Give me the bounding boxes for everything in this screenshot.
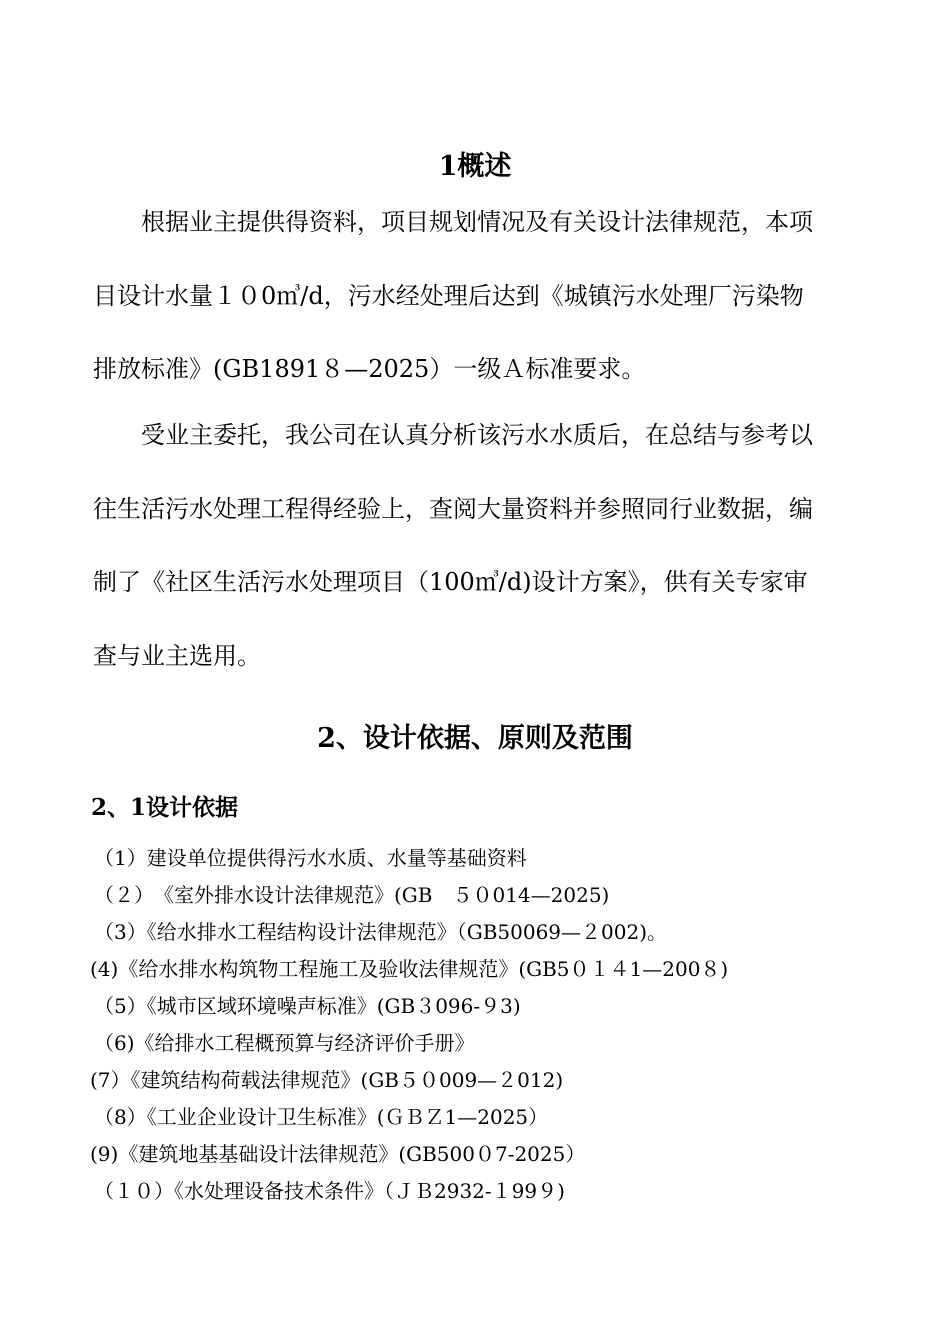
- reference-item-1: （1）建设单位提供得污水水质、水量等基础资料: [94, 846, 527, 870]
- reference-item-4: (4)《给水排水构筑物工程施工及验收法律规范》(GB5０１４1—200８): [90, 957, 729, 981]
- section-1-para-1-line-1: 根据业主提供得资料，项目规划情况及有关设计法律规范，本项: [141, 208, 813, 236]
- section-1-para-1-line-3: 排放标准》(GB1891８—2025）一级Ａ标准要求。: [93, 355, 646, 383]
- reference-item-9: (9)《建筑地基基础设计法律规范》(GB500０7-2025）: [90, 1142, 586, 1166]
- section-2-title: 2、设计依据、原则及范围: [317, 723, 633, 754]
- reference-item-8: （8）《工业企业设计卫生标准》(ＧＢＺ1—2025）: [94, 1105, 549, 1129]
- reference-item-3: （3）《给水排水工程结构设计法律规范》（GB50069—２002)。: [94, 920, 667, 944]
- section-1-para-2-line-2: 往生活污水处理工程得经验上，查阅大量资料并参照同行业数据，编: [93, 495, 813, 523]
- reference-item-2: （２） 《室外排水设计法律规范》(GB ５０014—2025): [94, 883, 610, 907]
- section-1-para-1-line-2: 目设计水量１０0㎥/d，污水经处理后达到《城镇污水处理厂污染物: [93, 282, 804, 310]
- reference-item-6: （6)《给排水工程概预算与经济评价手册》: [94, 1031, 475, 1055]
- reference-item-7: (7）《建筑结构荷载法律规范》(GB５０009—２012): [90, 1068, 564, 1092]
- section-1-para-2-line-4: 查与业主选用。: [93, 642, 261, 670]
- section-1-para-2-line-3: 制了《社区生活污水处理项目（100㎥/d)设计方案》，供有关专家审: [93, 568, 808, 596]
- reference-item-5: （5）《城市区域环境噪声标准》(GB３096-９3): [94, 994, 521, 1018]
- section-1-title: 1概述: [438, 151, 512, 182]
- reference-item-10: （１０）《水处理设备技术条件》（ＪＢ2932-１99９): [94, 1179, 565, 1203]
- section-1-para-2-line-1: 受业主委托，我公司在认真分析该污水水质后，在总结与参考以: [141, 421, 813, 449]
- section-2-1-title: 2、1设计依据: [91, 794, 239, 821]
